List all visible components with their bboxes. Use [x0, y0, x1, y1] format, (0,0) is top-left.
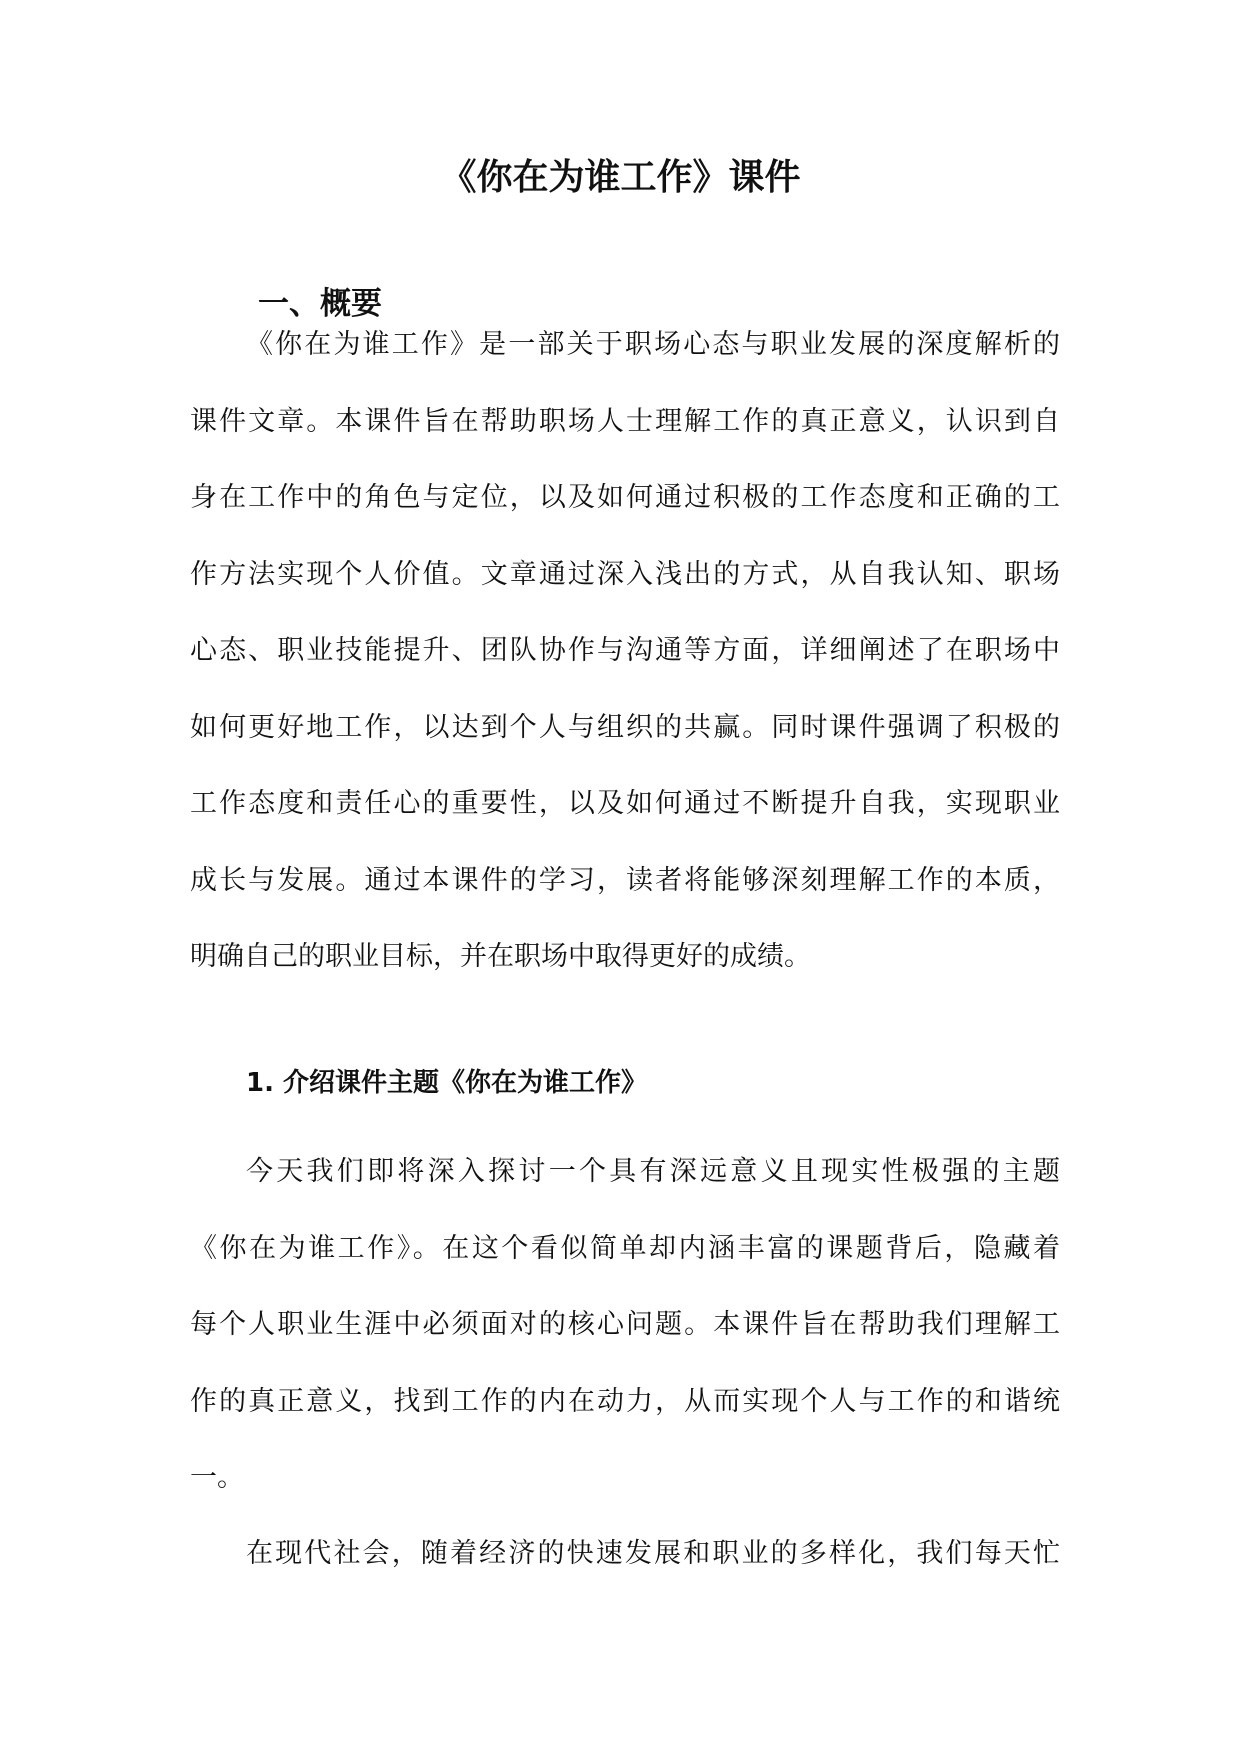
paragraph-line: 工作态度和责任心的重要性，以及如何通过不断提升自我，实现职业	[190, 788, 1060, 819]
paragraph-line: 一。	[190, 1462, 244, 1493]
paragraph-line: 在现代社会，随着经济的快速发展和职业的多样化，我们每天忙	[246, 1538, 1060, 1569]
intro-paragraph-2	[190, 1516, 1060, 1593]
paragraph-line: 课件文章。本课件旨在帮助职场人士理解工作的真正意义，认识到自	[190, 405, 1060, 437]
paragraph-line: 身在工作中的角色与定位，以及如何通过积极的工作态度和正确的工	[190, 482, 1060, 513]
paragraph-line: 《你在为谁工作》。在这个看似简单却内涵丰富的课题背后，隐藏着	[190, 1232, 1060, 1264]
subsection-heading-intro: 1. 介绍课件主题《你在为谁工作》	[246, 1068, 648, 1098]
overview-paragraph	[190, 307, 1060, 996]
paragraph-line: 心态、职业技能提升、团队协作与沟通等方面，详细阐述了在职场中	[190, 635, 1060, 666]
paragraph-line: 作方法实现个人价值。文章通过深入浅出的方式，从自我认知、职场	[190, 558, 1060, 590]
paragraph-line: 明确自己的职业目标，并在职场中取得更好的成绩。	[190, 941, 811, 972]
paragraph-line: 如何更好地工作，以达到个人与组织的共赢。同时课件强调了积极的	[190, 711, 1060, 743]
section-heading-overview: 一、概要	[258, 286, 382, 322]
document-title: 《你在为谁工作》课件	[440, 157, 801, 198]
paragraph-line: 《你在为谁工作》是一部关于职场心态与职业发展的深度解析的	[246, 329, 1060, 360]
paragraph-line: 今天我们即将深入探讨一个具有深远意义且现实性极强的主题	[246, 1156, 1060, 1187]
paragraph-line: 作的真正意义，找到工作的内在动力，从而实现个人与工作的和谐统	[190, 1385, 1060, 1417]
paragraph-line: 每个人职业生涯中必须面对的核心问题。本课件旨在帮助我们理解工	[190, 1309, 1060, 1340]
paragraph-line: 成长与发展。通过本课件的学习，读者将能够深刻理解工作的本质，	[190, 864, 1060, 896]
intro-paragraph-1	[190, 1134, 1060, 1517]
